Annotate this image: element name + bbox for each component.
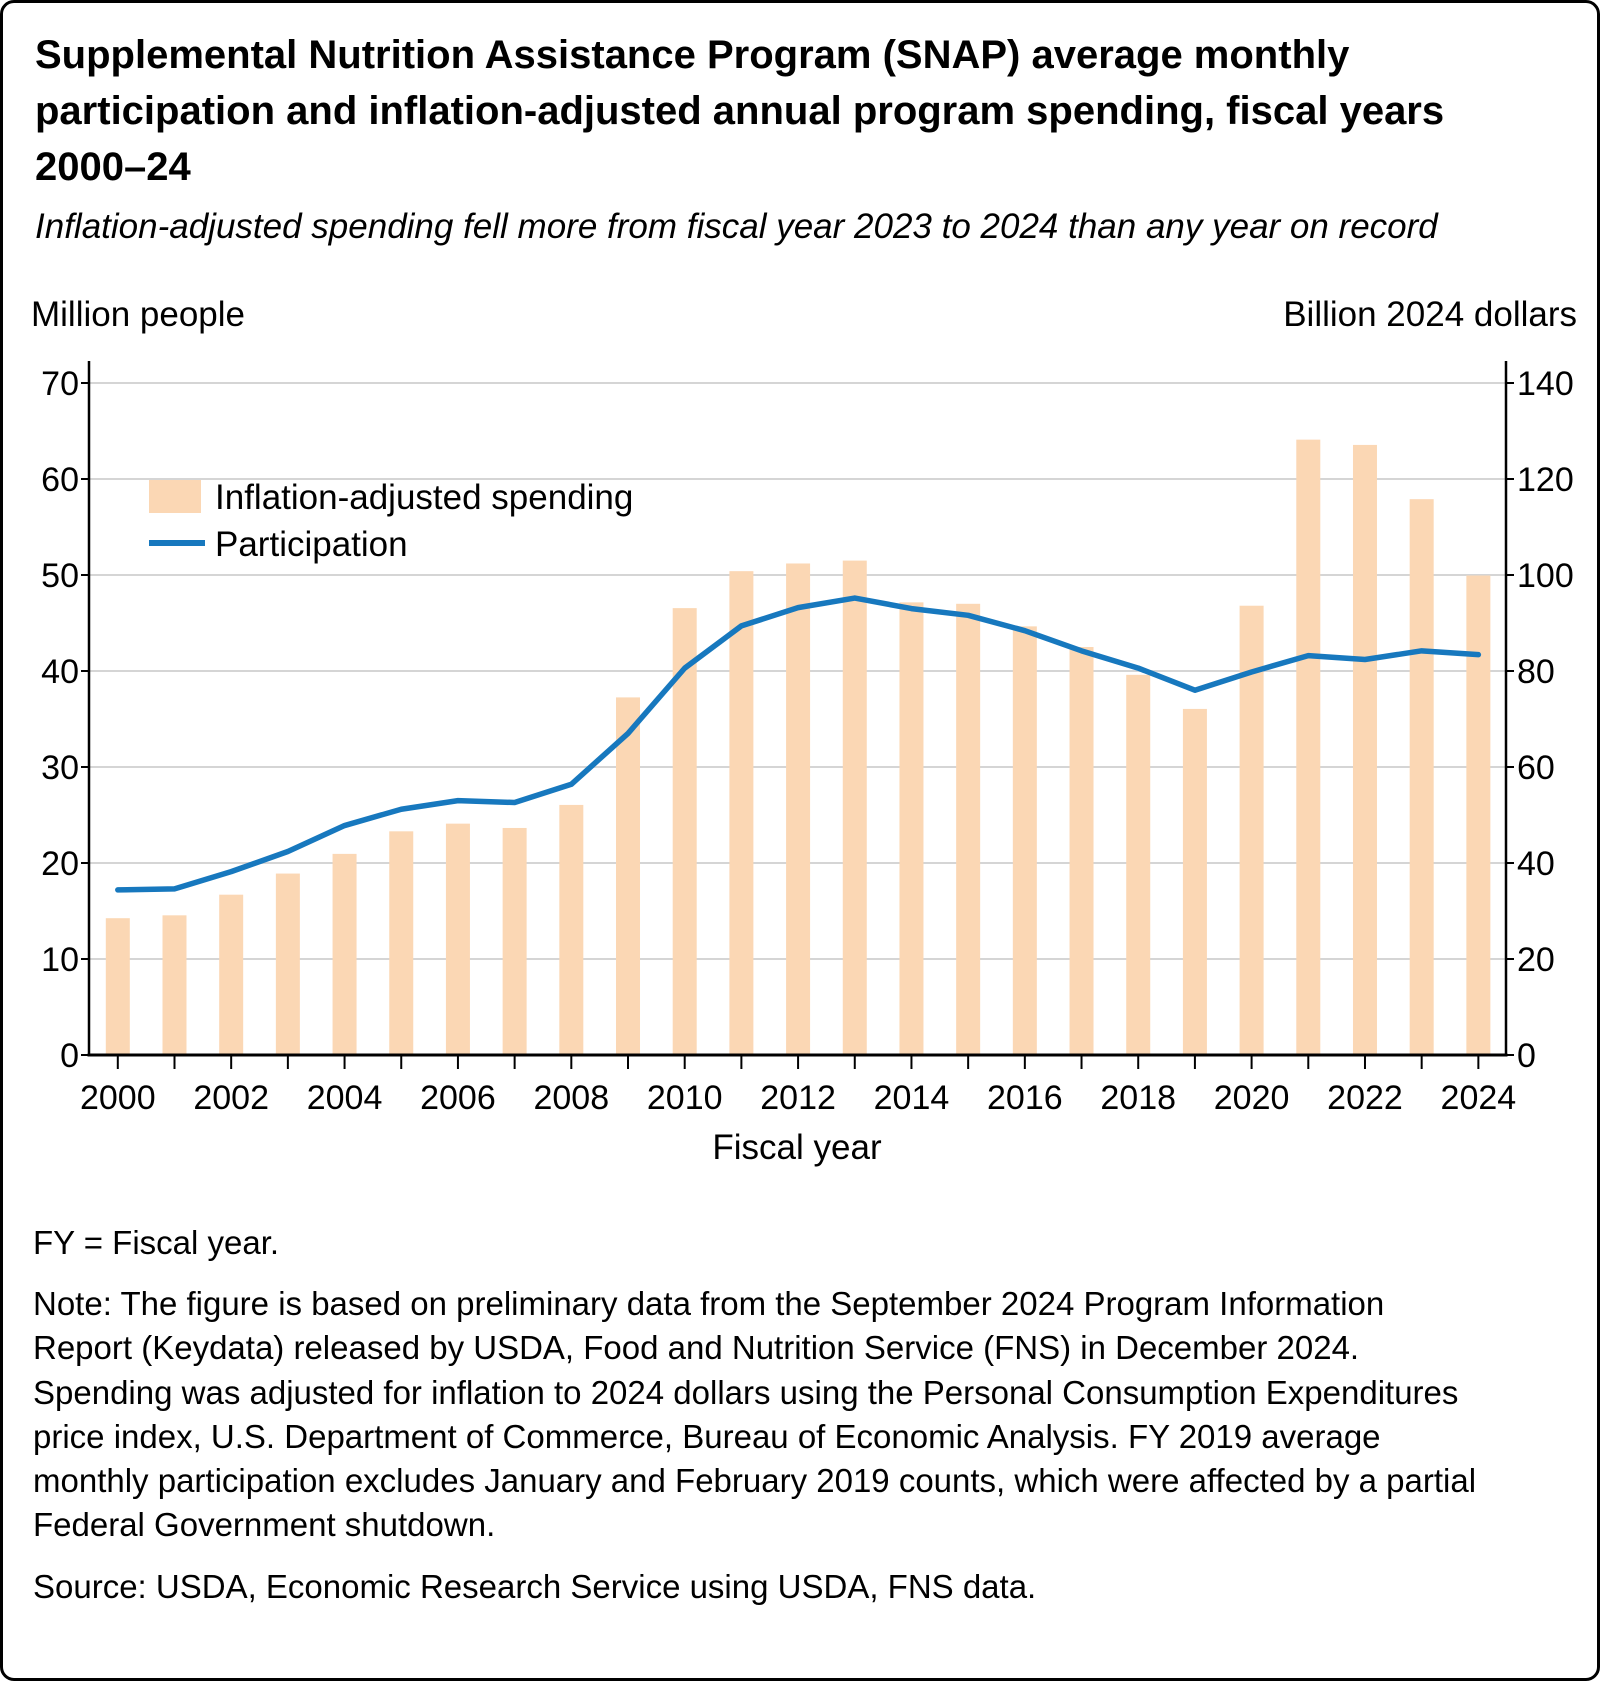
y-left-tick-label: 40 — [41, 653, 79, 691]
x-tick-label: 2002 — [193, 1079, 270, 1117]
bar-2002 — [219, 895, 243, 1055]
y-right-tick-label: 40 — [1517, 845, 1555, 883]
bar-2018 — [1126, 675, 1150, 1055]
x-tick-label: 2008 — [533, 1079, 610, 1117]
bar-2017 — [1070, 647, 1094, 1055]
bar-2001 — [162, 915, 186, 1055]
bar-2003 — [276, 874, 300, 1055]
y-left-tick-label: 10 — [41, 941, 79, 979]
bar-2011 — [729, 571, 753, 1055]
x-tick-label: 2004 — [306, 1079, 383, 1117]
bar-2024 — [1466, 575, 1490, 1055]
bar-2005 — [389, 831, 413, 1055]
bar-2015 — [956, 604, 980, 1055]
bar-2016 — [1013, 626, 1037, 1055]
bar-2019 — [1183, 709, 1207, 1055]
y-right-tick-label: 100 — [1517, 557, 1574, 595]
legend-spending-label: Inflation-adjusted spending — [215, 478, 634, 517]
x-tick-label: 2000 — [79, 1079, 156, 1117]
bar-2008 — [559, 805, 583, 1055]
x-axis-title: Fiscal year — [712, 1128, 882, 1167]
y-left-tick-label: 30 — [41, 749, 79, 787]
legend-spending-swatch-icon — [149, 480, 201, 513]
bar-2009 — [616, 697, 640, 1055]
x-tick-label: 2018 — [1100, 1079, 1177, 1117]
bar-2006 — [446, 824, 470, 1055]
legend — [149, 478, 633, 564]
bar-2004 — [333, 854, 357, 1055]
footnotes — [33, 1221, 1483, 1609]
bar-2022 — [1353, 445, 1377, 1055]
y-right-tick-label: 60 — [1517, 749, 1555, 787]
right-axis-unit-label: Billion 2024 dollars — [1283, 295, 1577, 334]
y-right-tick-label: 80 — [1517, 653, 1555, 691]
x-tick-label: 2012 — [760, 1079, 836, 1117]
x-tick-label: 2022 — [1327, 1079, 1403, 1117]
bar-2007 — [503, 828, 527, 1055]
y-right-tick-label: 120 — [1517, 461, 1574, 499]
bar-2023 — [1410, 499, 1434, 1055]
legend-participation-label: Participation — [215, 525, 408, 564]
y-left-tick-label: 60 — [41, 461, 79, 499]
bar-2021 — [1296, 440, 1320, 1055]
chart-subtitle: Inflation-adjusted spending fell more from fiscal year 2023 to 2024 than any year on record — [35, 207, 1438, 246]
bar-2013 — [843, 561, 867, 1055]
y-left-tick-label: 0 — [60, 1037, 79, 1075]
y-right-tick-label: 140 — [1517, 365, 1574, 403]
y-right-tick-label: 0 — [1517, 1037, 1536, 1075]
y-left-tick-label: 20 — [41, 845, 79, 883]
bar-2014 — [899, 602, 923, 1055]
x-tick-label: 2006 — [420, 1079, 496, 1117]
x-tick-label: 2014 — [873, 1079, 950, 1117]
x-tick-label: 2020 — [1213, 1079, 1290, 1117]
bar-2012 — [786, 563, 810, 1055]
chart-title: Supplemental Nutrition Assistance Program (SNAP) average monthly participation and inflation-adjusted annual program spending, fiscal years 2000–24 — [35, 33, 1445, 189]
x-tick-label: 2016 — [987, 1079, 1063, 1117]
source-text: Source: USDA, Economic Research Service using USDA, FNS data. — [33, 1567, 1037, 1605]
bar-2000 — [106, 918, 130, 1055]
y-left-tick-label: 70 — [41, 365, 79, 403]
fy-definition: FY = Fiscal year. — [33, 1224, 280, 1261]
note-text: Note: The figure is based on preliminary data from the September 2024 Program Information Report (Keydata) released by USDA, Food and Nutrition Service (FNS) in December 2024. Spending was adjusted for inflation to 2024 dollars using the Personal Consumption Expenditures price index, U.S. Department of Commerce, Bureau of Economic Analysis. FY 2019 average monthly participation excludes January and February 2019 counts, which were affected by a partial Federal Government shutdown. — [33, 1285, 1477, 1544]
left-axis-unit-label: Million people — [31, 295, 246, 334]
x-tick-label: 2010 — [646, 1079, 723, 1117]
x-tick-label: 2024 — [1440, 1079, 1517, 1117]
y-left-tick-label: 50 — [41, 557, 79, 595]
y-right-tick-label: 20 — [1517, 941, 1555, 979]
